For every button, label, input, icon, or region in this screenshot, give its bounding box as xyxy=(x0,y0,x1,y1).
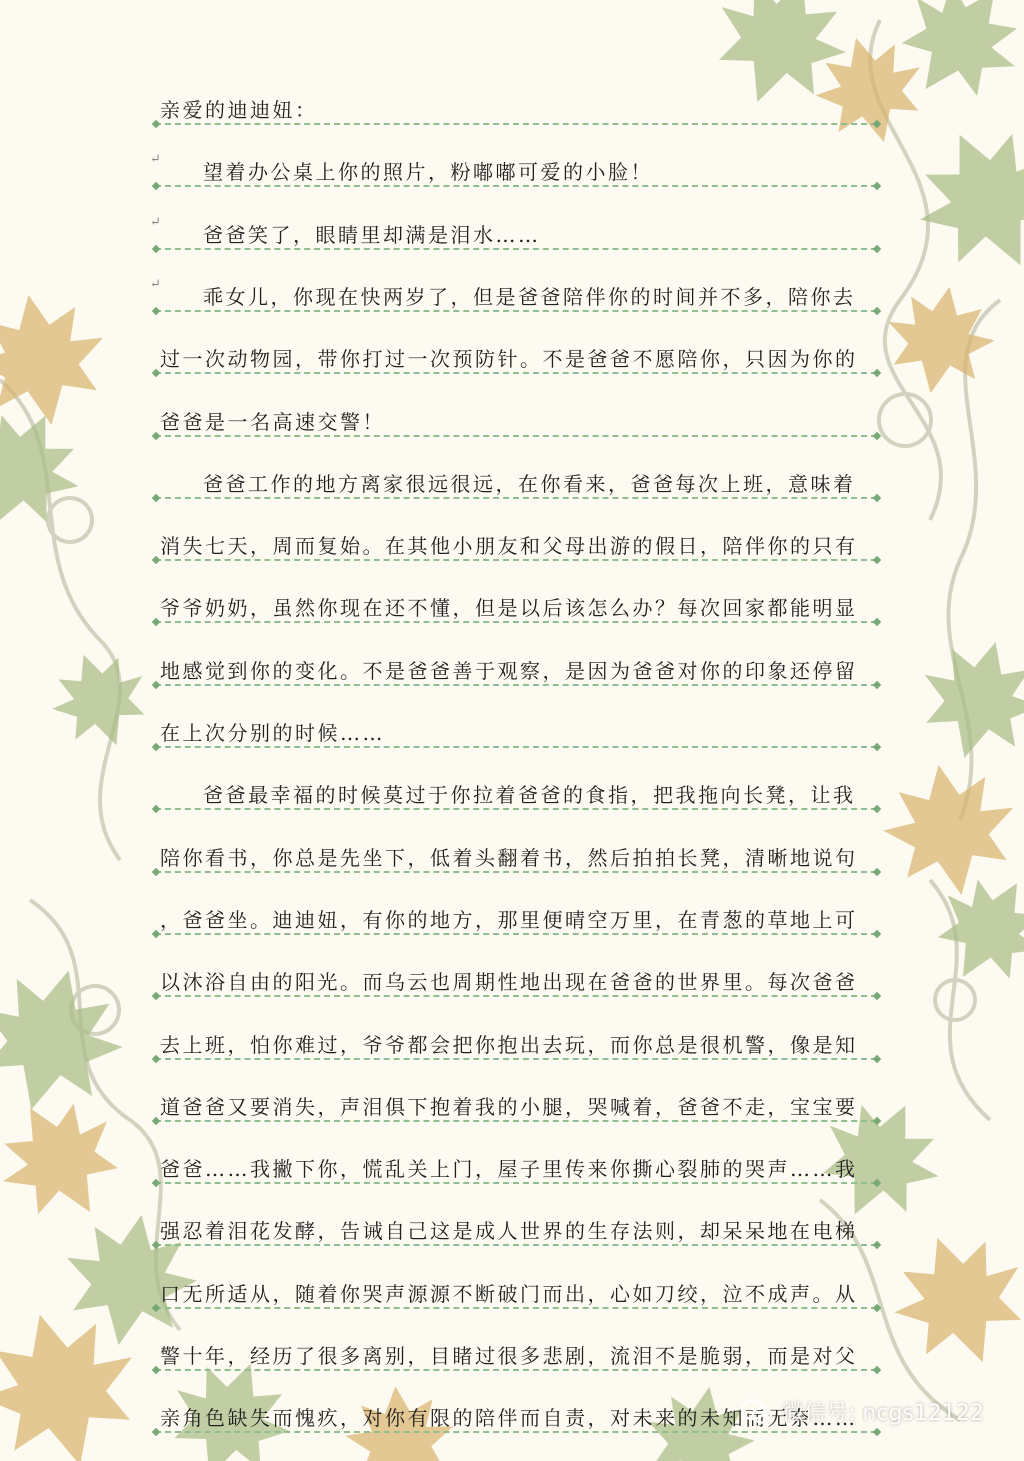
letter-line: 警十年，经历了很多离别，目睹过很多悲剧，流泪不是脆弱，而是对父 xyxy=(160,1344,858,1368)
letter-line: 爸爸是一名高速交警！ xyxy=(160,409,385,434)
ruled-line xyxy=(155,120,877,128)
ruled-line xyxy=(155,1241,877,1249)
ruled-line xyxy=(155,743,877,751)
letter-line: 口无所适从，随着你哭声源源不断破门而出，心如刀绞，泣不成声。从 xyxy=(160,1281,858,1306)
letter-line: 望着办公桌上你的照片，粉嘟嘟可爱的小脸！ xyxy=(203,160,653,185)
wechat-icon xyxy=(740,1398,774,1426)
ruled-line xyxy=(155,182,877,190)
letter-line: 乖女儿，你现在快两岁了，但是爸爸陪伴你的时间并不多，陪你去 xyxy=(203,284,856,309)
ruled-line xyxy=(155,307,877,315)
ruled-line xyxy=(155,618,877,626)
letter-line: 地感觉到你的变化。不是爸爸善于观察，是因为爸爸对你的印象还停留 xyxy=(160,658,858,683)
letter-line: 亲角色缺失而愧疚，对你有限的陪伴而自责，对未来的未知而无奈…… xyxy=(160,1406,858,1431)
ruled-line xyxy=(155,432,877,440)
wechat-watermark xyxy=(740,1396,984,1427)
ruled-line xyxy=(155,930,877,938)
watermark-text: 微信号: ncgs12122 xyxy=(782,1401,984,1426)
letter-line: 以沐浴自由的阳光。而乌云也周期性地出现在爸爸的世界里。每次爸爸 xyxy=(160,970,858,995)
ruled-line xyxy=(155,1117,877,1125)
letter-line: 在上次分别的时候…… xyxy=(160,721,385,745)
paragraph-mark-icon: ↵ xyxy=(150,214,161,230)
ruled-line xyxy=(155,681,877,689)
ruled-line xyxy=(155,1055,877,1063)
ruled-line xyxy=(155,556,877,564)
letter-line: 爸爸笑了，眼睛里却满是泪水…… xyxy=(203,222,541,247)
letter-line: 去上班，怕你难过，爷爷都会把你抱出去玩，而你总是很机警，像是知 xyxy=(160,1032,858,1057)
ruled-line xyxy=(155,1179,877,1187)
letter-line: ，爸爸坐。迪迪妞，有你的地方，那里便晴空万里，在青葱的草地上可 xyxy=(160,907,858,932)
letter-line: 爸爸工作的地方离家很远很远，在你看来，爸爸每次上班，意味着 xyxy=(203,471,856,496)
paragraph-mark-icon: ↵ xyxy=(150,276,161,292)
paragraph-mark-icon: ↵ xyxy=(150,152,161,168)
ruled-line xyxy=(155,245,877,253)
letter-line: 过一次动物园，带你打过一次预防针。不是爸爸不愿陪你，只因为你的 xyxy=(160,347,858,372)
letter-line: 强忍着泪花发酵，告诫自己这是成人世界的生存法则，却呆呆地在电梯 xyxy=(160,1219,858,1244)
ruled-line xyxy=(155,992,877,1000)
letter-line: 消失七天，周而复始。在其他小朋友和父母出游的假日，陪伴你的只有 xyxy=(160,534,858,559)
letter-line: 陪你看书，你总是先坐下，低着头翻着书，然后拍拍长凳，清晰地说句 xyxy=(160,845,858,870)
ruled-line xyxy=(155,1428,877,1436)
letter-salutation: 亲爱的迪迪妞： xyxy=(160,98,318,122)
ruled-line xyxy=(155,805,877,813)
ruled-line xyxy=(155,494,877,502)
letter-line: 爸爸……我撇下你，慌乱关上门，屋子里传来你撕心裂肺的哭声……我 xyxy=(160,1157,858,1182)
letter-line: 爸爸最幸福的时候莫过于你拉着爸爸的食指，把我拖向长凳，让我 xyxy=(203,783,856,808)
letter-line: 道爸爸又要消失，声泪俱下抱着我的小腿，哭喊着，爸爸不走，宝宝要 xyxy=(160,1094,858,1119)
ruled-line xyxy=(155,1366,877,1374)
ruled-line xyxy=(155,1304,877,1312)
ruled-line xyxy=(155,369,877,377)
ruled-line xyxy=(155,868,877,876)
letter-line: 爷爷奶奶，虽然你现在还不懂，但是以后该怎么办？每次回家都能明显 xyxy=(160,596,858,621)
